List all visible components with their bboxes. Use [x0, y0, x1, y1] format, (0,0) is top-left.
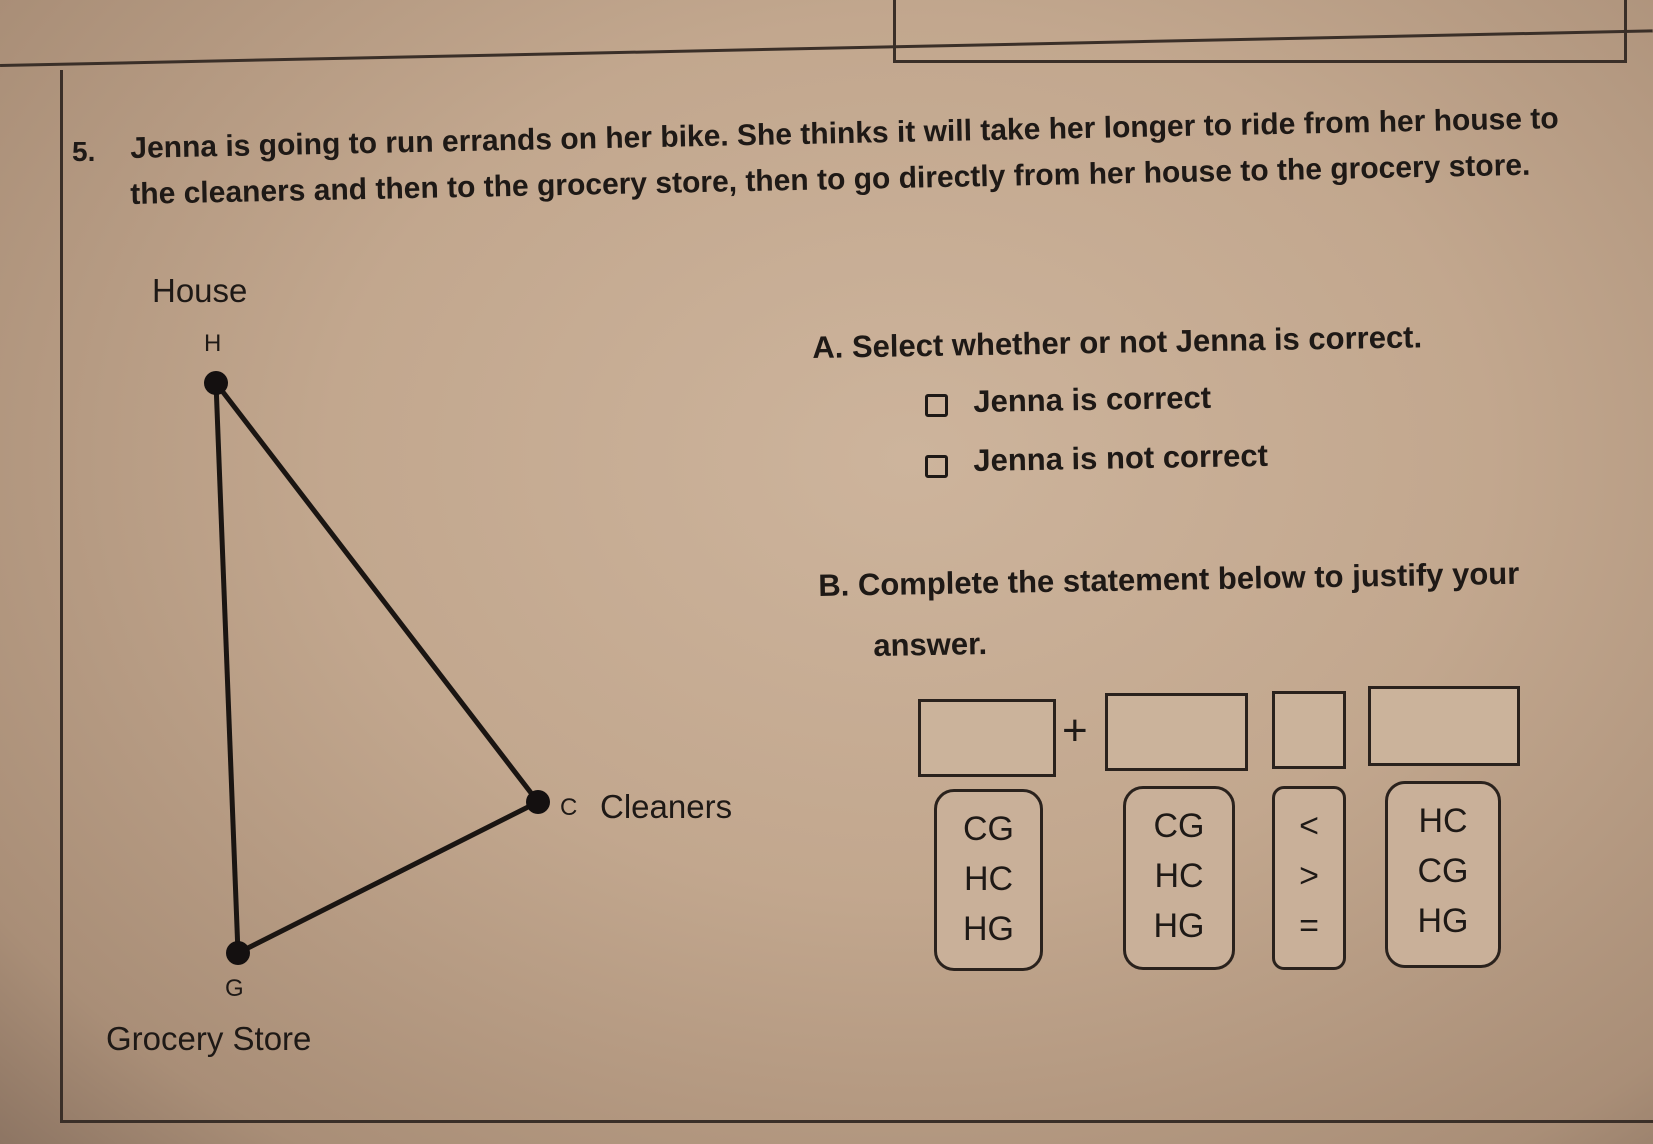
choice-menu-2-option[interactable]: CG: [1153, 807, 1205, 845]
question-number: 5.: [72, 136, 96, 167]
choice-menu-2-option[interactable]: HC: [1154, 857, 1204, 895]
answer-slot-comparison[interactable]: [1272, 691, 1346, 769]
cleaners-label: Cleaners: [600, 788, 733, 825]
house-label: House: [152, 272, 248, 309]
segment-hg: [216, 383, 238, 953]
option-correct-label: Jenna is correct: [973, 379, 1212, 419]
answer-slot-2[interactable]: [1105, 693, 1248, 771]
part-b-prompt-line-2: answer.: [873, 626, 988, 663]
point-h: [204, 371, 228, 395]
vertex-h-label: H: [204, 330, 222, 357]
equals-option[interactable]: =: [1299, 907, 1319, 945]
question-text-line-2: the cleaners and then to the grocery store, then to go directly from her house to the grocery store.: [130, 148, 1531, 211]
choice-menu-1-option[interactable]: HC: [963, 860, 1014, 898]
segment-hc: [216, 383, 538, 802]
segment-cg: [238, 802, 538, 953]
choice-menu-3: [1385, 781, 1501, 968]
checkbox-correct[interactable]: [925, 394, 948, 417]
choice-menu-1-option[interactable]: CG: [963, 810, 1014, 848]
choice-menu-1-option[interactable]: HG: [963, 910, 1014, 948]
checkbox-not-correct[interactable]: [925, 455, 948, 478]
choice-menu-3-option[interactable]: CG: [1417, 852, 1469, 890]
choice-menu-2-option[interactable]: HG: [1153, 907, 1205, 945]
question-text-line-1: Jenna is going to run errands on her bike. She thinks it will take her longer to ride from her house to: [130, 102, 1559, 165]
choice-menu-3-option[interactable]: HC: [1418, 802, 1468, 840]
answer-slot-3[interactable]: [1368, 686, 1520, 766]
greater-than-option[interactable]: >: [1299, 857, 1319, 895]
point-g: [226, 941, 250, 965]
vertex-c-label: C: [560, 794, 578, 821]
answer-slot-1[interactable]: [918, 699, 1056, 777]
grocery-store-label: Grocery Store: [106, 1020, 312, 1057]
less-than-option[interactable]: <: [1299, 807, 1319, 845]
plus-sign: +: [1062, 706, 1088, 755]
choice-menu-3-option[interactable]: HG: [1417, 902, 1469, 940]
part-b-prompt-line-1: B. Complete the statement below to justify your: [818, 555, 1520, 603]
choice-menu-1: [934, 789, 1043, 971]
vertex-g-label: G: [225, 975, 244, 1002]
part-a-prompt: A. Select whether or not Jenna is correct.: [812, 319, 1423, 365]
choice-menu-2: [1123, 786, 1235, 970]
option-not-correct-label: Jenna is not correct: [973, 437, 1269, 478]
point-c: [526, 790, 550, 814]
choice-menu-comparison: [1272, 786, 1346, 970]
